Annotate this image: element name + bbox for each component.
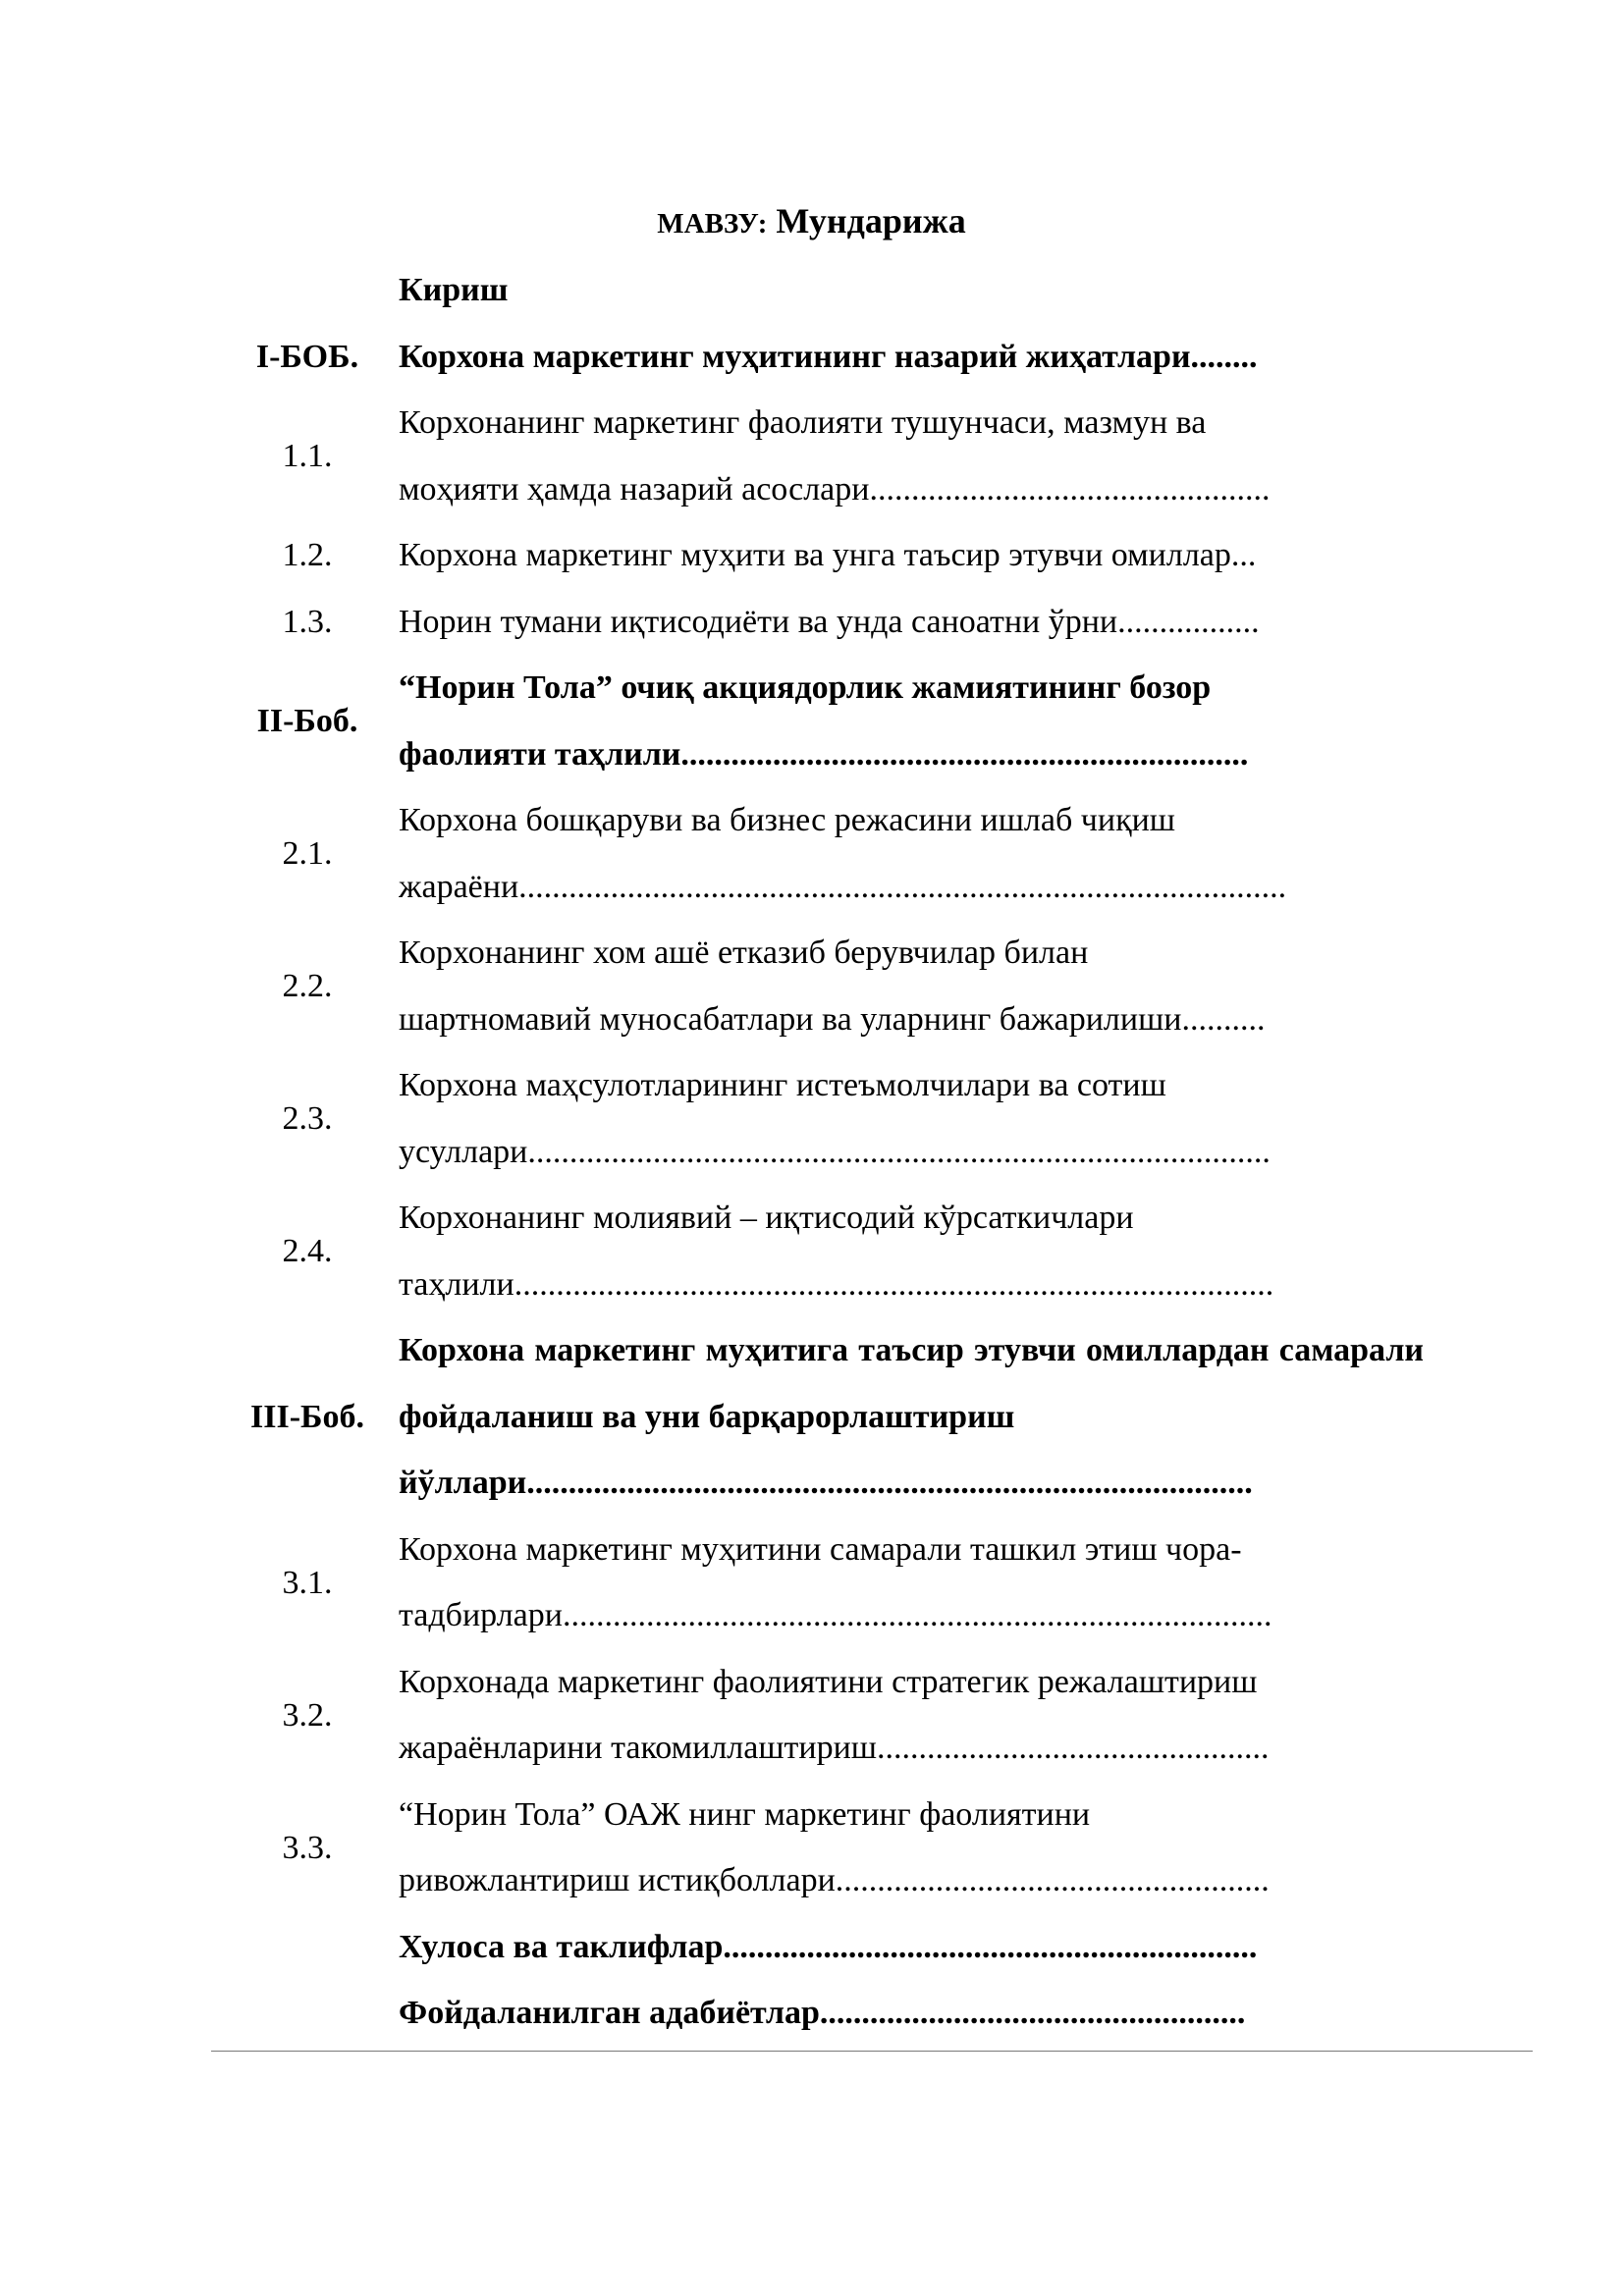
toc-entry-line: Корхонанинг маркетинг фаолияти тушунчаси, мазмун ва <box>399 404 1207 441</box>
toc-entry-title <box>399 1980 1424 2047</box>
toc-entry-line: ривожлантириш истиқболлари.................................................... <box>399 1862 1270 1898</box>
toc-entry-line: Корхона маҳсулотларининг истеъмолчилари ва сотиш <box>399 1067 1166 1103</box>
toc-entry-line: фаолияти таҳлили.................................................................... <box>399 735 1249 773</box>
toc-entry <box>216 257 1424 324</box>
toc-entry-number <box>216 257 399 324</box>
toc-entry-line: Корхона маркетинг муҳитини самарали ташкил этиш чора- <box>399 1530 1242 1568</box>
toc-entry-title <box>399 1317 1424 1517</box>
toc-entry-line: Норин тумани иқтисодиёти ва унда саноатни ўрни................. <box>399 603 1260 640</box>
toc-entry-line: Корхона бошқаруви ва бизнес режасини ишлаб чиқиш <box>399 802 1175 838</box>
toc-entry <box>216 1317 1424 1517</box>
toc-entry-title <box>399 589 1424 656</box>
toc-entry-number: 1.1. <box>282 438 333 474</box>
toc-entry-number: I-БОБ. <box>255 338 359 375</box>
toc-entry-number: III-Боб. <box>250 1398 364 1435</box>
toc-entry <box>216 324 1424 391</box>
toc-entry-number: 1.2. <box>282 537 333 574</box>
toc-entry-title <box>399 1185 1424 1317</box>
toc-entry-line: Кириш <box>399 272 509 308</box>
toc-entry-title <box>399 1052 1424 1185</box>
toc-entry-number <box>216 1980 399 2047</box>
toc-entry-title <box>399 1914 1424 1981</box>
toc-entry <box>216 522 1424 589</box>
toc-entry-number: 2.1. <box>282 835 333 872</box>
toc-entry-title <box>399 1782 1424 1914</box>
toc-entry <box>216 1980 1424 2047</box>
title-main: Мундарижа <box>776 201 966 240</box>
toc-entry-number: 3.2. <box>282 1696 333 1734</box>
toc-entry-line: усуллари......................................................................................... <box>399 1133 1271 1170</box>
toc-entry-title <box>399 324 1424 391</box>
toc-entry <box>216 920 1424 1052</box>
toc-entry-line: Корхона маркетинг муҳити ва унга таъсир этувчи омиллар... <box>399 537 1257 573</box>
toc-entry-line: Корхонада маркетинг фаолиятини стратегик режалаштириш <box>399 1663 1258 1700</box>
toc-entry-line: шартномавий муносабатлари ва уларнинг бажарилиши.......... <box>399 1000 1266 1038</box>
toc-entry-line: тадбирлари..................................................................................... <box>399 1597 1272 1633</box>
toc-entry-line: Фойдаланилган адабиётлар................................................... <box>399 1995 1246 2031</box>
toc-entry-line: Корхона маркетинг муҳитининг назарий жиҳатлари........ <box>399 338 1258 375</box>
footer-divider <box>211 2051 1533 2052</box>
toc-entry-title <box>399 522 1424 589</box>
toc-entry <box>216 655 1424 787</box>
toc-entry <box>216 1649 1424 1782</box>
toc-entry-title <box>399 1517 1424 1649</box>
toc-entry-number: 2.2. <box>282 968 333 1004</box>
toc-entry-line: Корхонанинг хом ашё етказиб берувчилар билан <box>399 934 1089 971</box>
toc-entry-line: моҳияти ҳамда назарий асослари................................................ <box>399 470 1271 507</box>
toc-entry-title <box>399 390 1424 522</box>
toc-entry <box>216 787 1424 920</box>
toc-entry-number: 2.4. <box>282 1233 333 1269</box>
toc-entry-number <box>216 1914 399 1981</box>
toc-entry <box>216 390 1424 522</box>
toc-entry-line: жараёнларини такомиллаштириш............................................... <box>399 1730 1270 1766</box>
toc-entry-title <box>399 1649 1424 1782</box>
toc-entry-line: жараёни............................................................................................ <box>399 868 1287 905</box>
toc-entry-line: Корхона маркетинг муҳитига таъсир этувчи омиллардан самарали фойдаланиш ва уни барқарорлаштириш <box>399 1332 1424 1435</box>
toc-entry-line: таҳлили........................................................................................... <box>399 1265 1274 1303</box>
toc-entry <box>216 1517 1424 1649</box>
toc-entry-number: II-Боб. <box>256 703 358 739</box>
toc-entry-line: Корхонанинг молиявий – иқтисодий кўрсаткичлари <box>399 1200 1134 1236</box>
page-title <box>0 196 1623 245</box>
toc-entry-title <box>399 655 1424 787</box>
toc-entry-number: 2.3. <box>282 1100 333 1137</box>
title-prefix: МАВЗУ: <box>657 208 768 240</box>
toc-entry <box>216 1185 1424 1317</box>
table-of-contents <box>216 257 1424 2047</box>
toc-entry-title <box>399 920 1424 1052</box>
toc-entry <box>216 1052 1424 1185</box>
toc-entry-title <box>399 787 1424 920</box>
toc-entry-number: 3.1. <box>282 1564 333 1601</box>
toc-entry-line: “Норин Тола” очиқ акциядорлик жамиятининг бозор <box>399 669 1212 706</box>
toc-entry <box>216 1914 1424 1981</box>
toc-entry <box>216 589 1424 656</box>
toc-entry-number: 3.3. <box>282 1829 333 1866</box>
toc-entry-line: йўллари....................................................................................... <box>399 1465 1253 1501</box>
toc-entry <box>216 1782 1424 1914</box>
toc-entry-line: “Норин Тола” ОАЖ нинг маркетинг фаолиятини <box>399 1795 1091 1833</box>
toc-entry-title <box>399 257 1424 324</box>
toc-entry-number: 1.3. <box>282 603 333 640</box>
toc-entry-line: Хулоса ва таклифлар................................................................ <box>399 1928 1258 1965</box>
